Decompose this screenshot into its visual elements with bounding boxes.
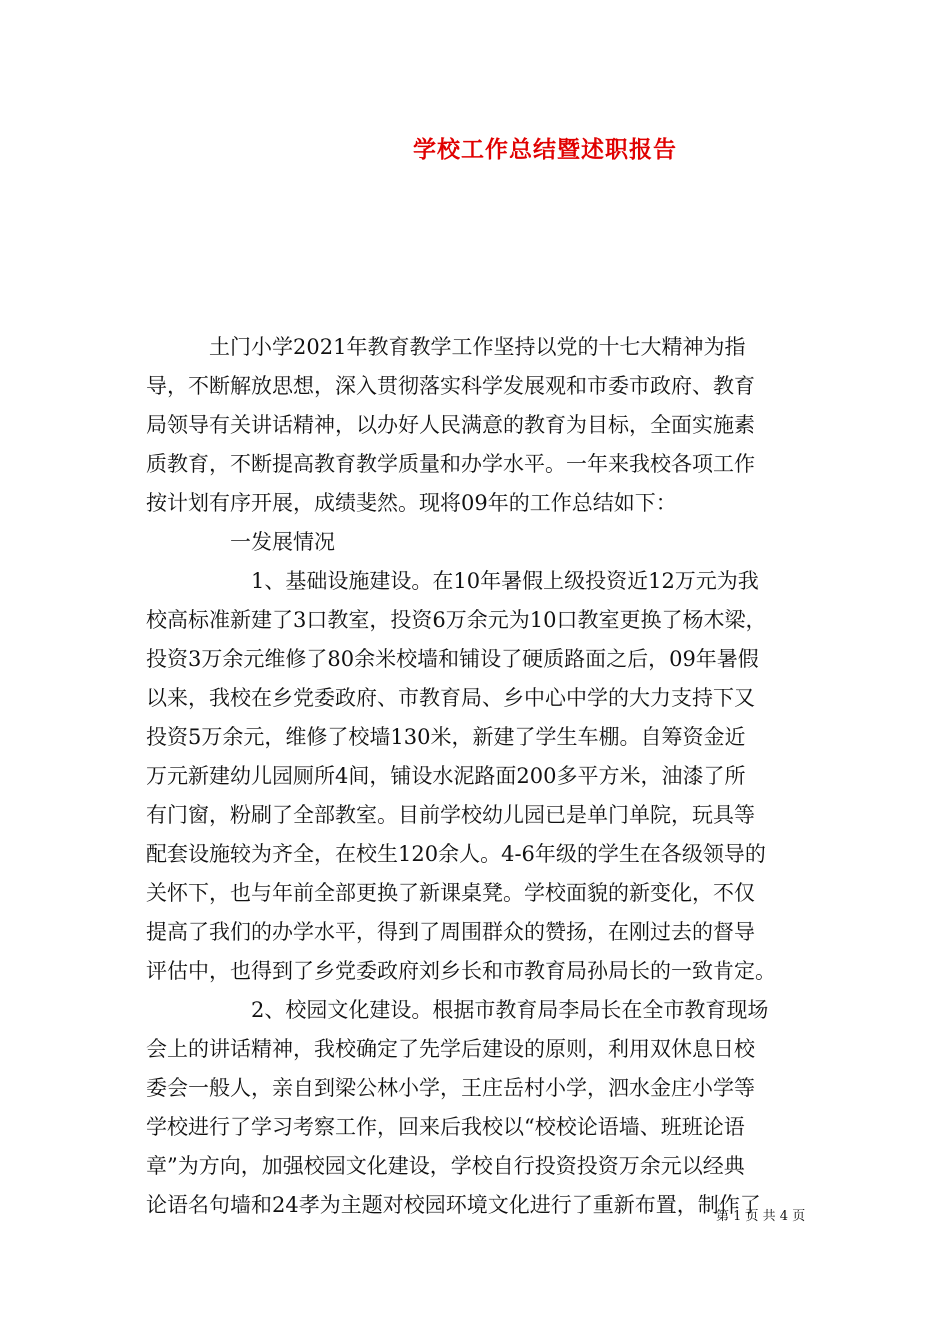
page-number: 第 1 页 共 4 页 <box>716 1209 806 1224</box>
text-line: 学校进行了学习考察工作，回来后我校以“校校论语墙、班班论语 <box>146 1115 745 1139</box>
text-line: 以来，我校在乡党委政府、市教育局、乡中心中学的大力支持下又 <box>146 686 755 710</box>
text-line: 关怀下，也与年前全部更换了新课桌凳。学校面貌的新变化，不仅 <box>146 881 755 905</box>
text-line: 校高标准新建了3口教室，投资6万余元为10口教室更换了杨木梁， <box>146 608 767 632</box>
text-line: 2、校园文化建设。根据市教育局李局长在全市教育现场 <box>146 998 769 1022</box>
text-line: 质教育，不断提高教育教学质量和办学水平。一年来我校各项工作 <box>146 452 755 476</box>
text-line: 提高了我们的办学水平，得到了周围群众的赞扬，在刚过去的督导 <box>146 920 755 944</box>
text-line: 万元新建幼儿园厕所4间，铺设水泥路面200多平方米，油漆了所 <box>146 764 746 788</box>
text-line: 土门小学2021年教育教学工作坚持以党的十七大精神为指 <box>146 335 746 359</box>
text-line: 导，不断解放思想，深入贯彻落实科学发展观和市委市政府、教育 <box>146 374 755 398</box>
text-line: 评估中，也得到了乡党委政府刘乡长和市教育局孙局长的一致肯定。 <box>146 959 776 983</box>
text-line: 会上的讲话精神，我校确定了先学后建设的原则，利用双休息日校 <box>146 1037 755 1061</box>
text-line: 投资3万余元维修了80余米校墙和铺设了硬质路面之后，09年暑假 <box>146 647 759 671</box>
text-line: 投资5万余元，维修了校墙130米，新建了学生车棚。自筹资金近 <box>146 725 746 749</box>
text-line: 论语名句墙和24孝为主题对校园环境文化进行了重新布置，制作了 <box>146 1193 761 1217</box>
text-line: 局领导有关讲话精神，以办好人民满意的教育为目标，全面实施素 <box>146 413 755 437</box>
text-line: 有门窗，粉刷了全部教室。目前学校幼儿园已是单门单院，玩具等 <box>146 803 755 827</box>
text-line: 章”为方向，加强校园文化建设，学校自行投资投资万余元以经典 <box>146 1154 745 1178</box>
text-line: 配套设施较为齐全，在校生120余人。4-6年级的学生在各级领导的 <box>146 842 766 866</box>
document-title: 学校工作总结暨述职报告 <box>413 136 677 163</box>
section-heading: 一发展情况 <box>146 530 335 554</box>
text-line: 1、基础设施建设。在10年暑假上级投资近12万元为我 <box>146 569 759 593</box>
text-line: 委会一般人，亲自到梁公林小学，王庄岳村小学，泗水金庄小学等 <box>146 1076 755 1100</box>
document-body <box>146 328 810 1225</box>
text-line: 按计划有序开展，成绩斐然。现将09年的工作总结如下： <box>146 491 677 515</box>
